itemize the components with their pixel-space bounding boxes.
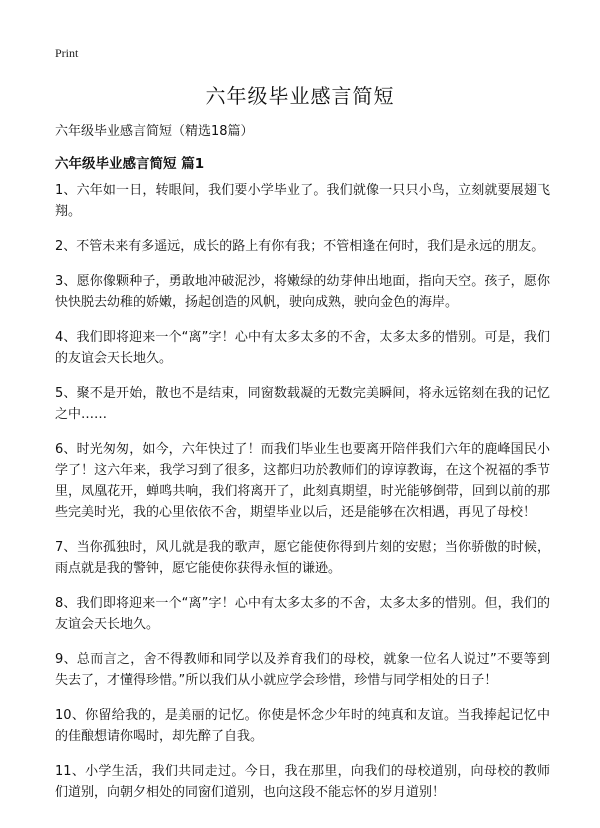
list-item: 10、你留给我的，是美丽的记忆。你使是怀念少年时的纯真和友谊。当我捧起记忆中的佳酿想请你喝时，却先醉了自我。 xyxy=(55,708,550,744)
document-subtitle: 六年级毕业感言简短（精选18篇） xyxy=(55,124,254,139)
list-item: 6、时光匆匆，如今，六年快过了！而我们毕业生也要离开陪伴我们六年的鹿峰国民小学了！这六年来，我学习到了很多，这都归功於教师们的谆谆教诲，在这个祝福的季节里，凤凰花开，蝉鸣共响，我们将离开了，此刻真期望，时光能够倒带，回到以前的那些完美时光，我的心里依依不舍，期望毕业以后，还是能够在次相遇，再见了母校！ xyxy=(55,442,550,520)
list-item: 3、愿你像颗种子，勇敢地冲破泥沙，将嫩绿的幼芽伸出地面，指向天空。孩子，愿你快快脱去幼稚的娇嫩，扬起创造的风帆，驶向成熟，驶向金色的海岸。 xyxy=(55,274,550,310)
section-heading: 六年级毕业感言简短 篇1 xyxy=(55,156,205,172)
list-item: 9、总而言之，舍不得教师和同学以及养育我们的母校，就象一位名人说过”不要等到失去了，才懂得珍惜。”所以我们从小就应学会珍惜，珍惜与同学相处的日子！ xyxy=(55,652,550,688)
list-item: 1、六年如一日，转眼间，我们要小学毕业了。我们就像一只只小鸟，立刻就要展翅飞翔。 xyxy=(55,183,550,219)
list-item: 8、我们即将迎来一个“离”字！心中有太多太多的不舍，太多太多的惜别。但，我们的友谊会天长地久。 xyxy=(55,596,550,632)
page-title: 六年级毕业感言简短 xyxy=(205,84,395,108)
list-item: 7、当你孤独时，风儿就是我的歌声，愿它能使你得到片刻的安慰；当你骄傲的时候，雨点就是我的警钟，愿它能使你获得永恒的谦逊。 xyxy=(55,540,550,576)
list-item: 11、小学生活，我们共同走过。今日，我在那里，向我们的母校道别，向母校的教师们道别，向朝夕相处的同窗们道别，也向这段不能忘怀的岁月道别！ xyxy=(55,764,550,800)
print-label: Print xyxy=(55,46,79,60)
list-item: 5、聚不是开始，散也不是结束，同窗数载凝的无数完美瞬间，将永远铭刻在我的记忆之中…… xyxy=(55,386,550,422)
list-item: 4、我们即将迎来一个“离”字！心中有太多太多的不舍，太多太多的惜别。可是，我们的友谊会天长地久。 xyxy=(55,330,550,366)
paragraph-list xyxy=(55,180,550,817)
list-item: 2、不管未来有多遥远，成长的路上有你有我；不管相逢在何时，我们是永远的朋友。 xyxy=(55,239,545,254)
